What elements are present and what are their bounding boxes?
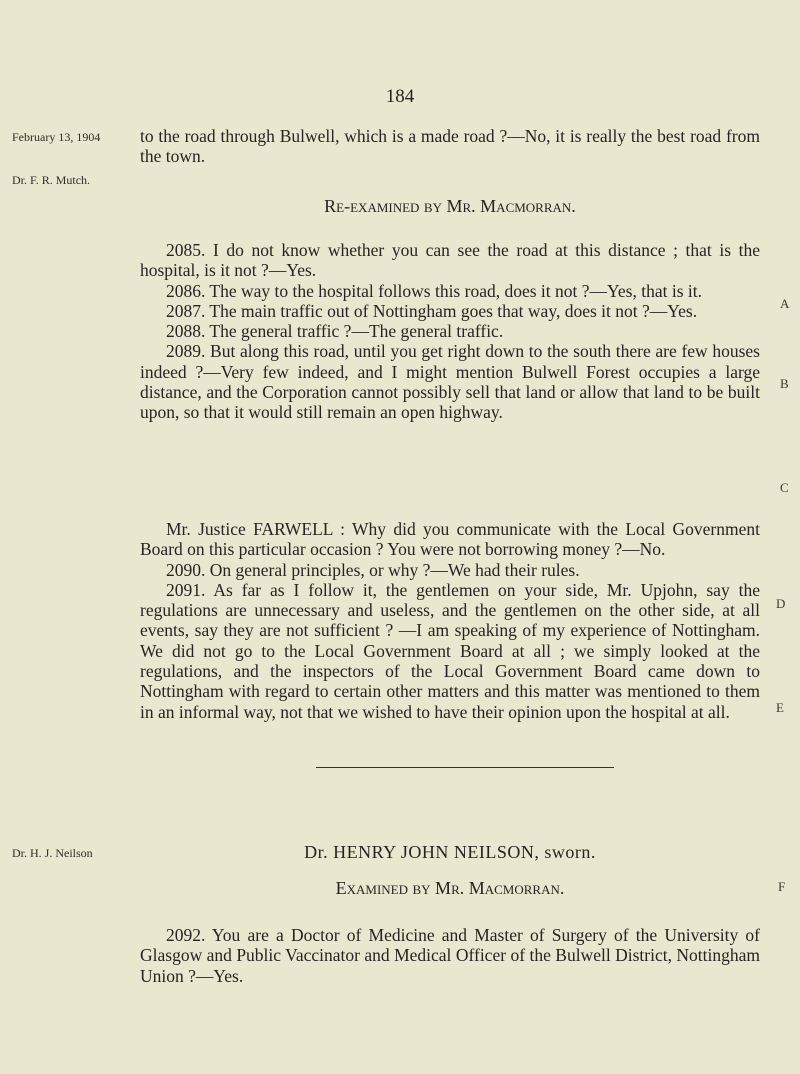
witness-heading: Dr. HENRY JOHN NEILSON, sworn. xyxy=(304,842,596,862)
section-divider xyxy=(316,767,614,768)
margin-letter-d: D xyxy=(776,596,786,611)
question-2091: 2091. As far as I follow it, the gentlemen on your side, Mr. Upjohn, say the regulations are unnecessary and useless, and the gentlemen on the other side, at all events, say they are not sufficient ? —I am speaking of my experience of Nottingham. We did not go to the Local Government Board at all ; we simply looked at the regulations, and the inspectors of the Local Government Board came down to Nottingham with regard to certain other matters and this matter was mentioned to them in an informal way, not that we wished to have their opinion upon the hospital at all. xyxy=(140,579,760,722)
section-1 xyxy=(140,126,760,167)
justice-farwell-question: Mr. Justice FARWELL : Why did you communicate with the Local Government Board on this particular occasion ? You were not borrowing money ?—No. xyxy=(140,519,760,560)
page-number: 184 xyxy=(385,86,415,107)
examination-text xyxy=(140,925,760,986)
question-2085: 2085. I do not know whether you can see the road at this distance ; that is the hospital, is it not ?—Yes. xyxy=(140,240,760,281)
reexamination-heading: Re-examined by Mr. Macmorran. xyxy=(324,196,576,216)
justice-questions xyxy=(140,519,760,722)
margin-letter-a: A xyxy=(780,296,790,311)
margin-witness-mutch: Dr. F. R. Mutch. xyxy=(12,173,91,187)
opening-answer: to the road through Bulwell, which is a made road ?—No, it is really the best road from the town. xyxy=(140,126,760,167)
margin-letter-f: F xyxy=(778,879,786,894)
margin-letter-b: B xyxy=(780,376,789,391)
examination-heading: Examined by Mr. Macmorran. xyxy=(335,878,565,898)
margin-letter-e: E xyxy=(776,700,784,715)
question-2092: 2092. You are a Doctor of Medicine and Master of Surgery of the University of Glasgow and Public Vaccinator and Medical Officer of the Bulwell District, Nottingham Union ?—Yes. xyxy=(140,925,760,986)
question-2089: 2089. But along this road, until you get right down to the south there are few houses indeed ?—Very few indeed, and I might mention Bulwell Forest occupies a large distance, and the Corporation cannot possibly sell that land or allow that land to be built upon, so that it would still remain an open highway. xyxy=(140,341,760,423)
question-2086: 2086. The way to the hospital follows this road, does it not ?—Yes, that is it. xyxy=(166,280,702,301)
reexamination-text xyxy=(140,240,760,423)
margin-letter-c: C xyxy=(780,480,789,495)
question-2088: 2088. The general traffic ?—The general traffic. xyxy=(166,321,504,342)
question-2087: 2087. The main traffic out of Nottingham goes that way, does it not ?—Yes. xyxy=(166,300,698,321)
margin-date: February 13, 1904 xyxy=(12,130,101,144)
question-2090: 2090. On general principles, or why ?—We had their rules. xyxy=(166,559,580,580)
margin-witness-neilson: Dr. H. J. Neilson xyxy=(12,846,93,860)
